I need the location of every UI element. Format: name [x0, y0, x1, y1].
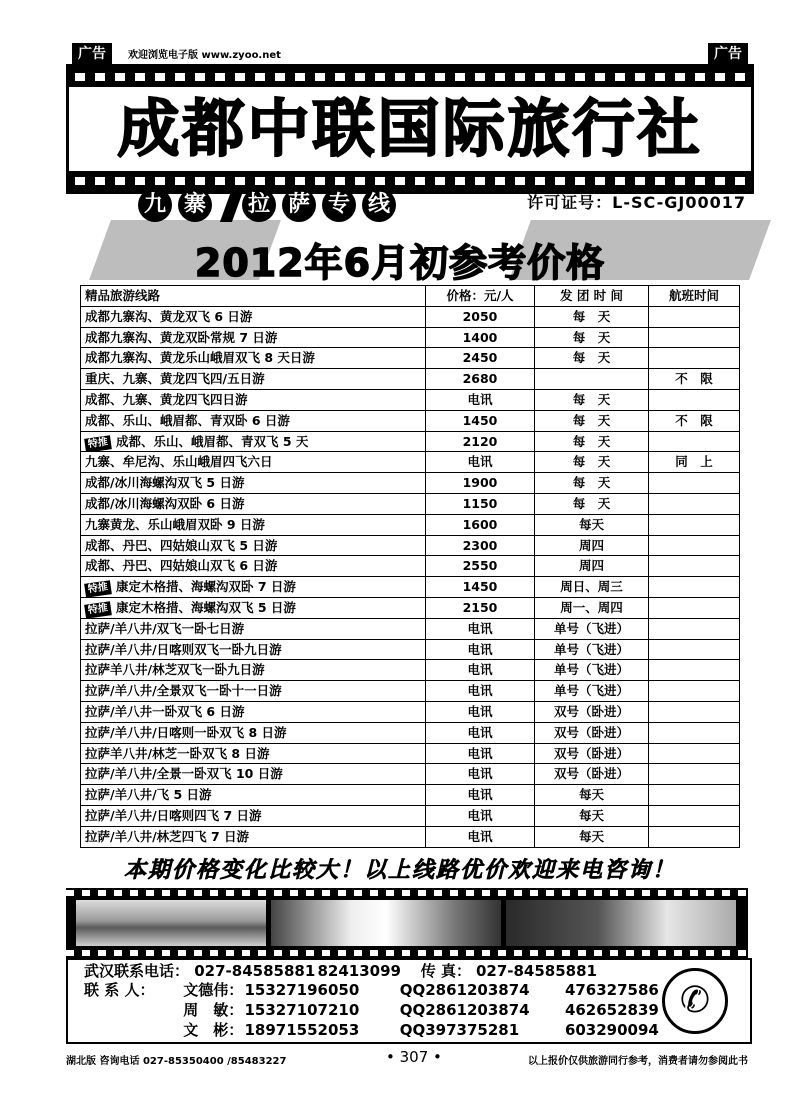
- cell-route: [81, 535, 426, 556]
- cell-route-text: 拉萨/羊八井/日喀则双飞一卧九日游: [85, 641, 282, 657]
- table-row: [81, 785, 740, 806]
- cell-departure-text: 双号（卧进）: [553, 766, 629, 782]
- cell-price: [426, 473, 535, 494]
- cell-price: [426, 577, 535, 598]
- table-row: [81, 410, 740, 431]
- cell-departure: [535, 618, 649, 639]
- cell-route-text: 成都/冰川海螺沟双飞 5 日游: [85, 475, 245, 491]
- cell-route-text: 成都九寨沟、黄龙双卧常规 7 日游: [85, 329, 278, 345]
- cell-price: [426, 701, 535, 722]
- cell-route: [81, 369, 426, 390]
- cell-departure: [535, 764, 649, 785]
- cell-price-text: 1400: [462, 329, 498, 345]
- company-name: 成都中联国际旅行社: [117, 92, 703, 165]
- cell-flight: [649, 826, 740, 847]
- cell-departure: [535, 805, 649, 826]
- cell-route-text: 拉萨羊八井/林芝一卧双飞 8 日游: [85, 745, 270, 761]
- person-qq-2: 476327586: [564, 981, 659, 999]
- cell-flight: [649, 514, 740, 535]
- cell-price-text: 1900: [462, 475, 498, 491]
- cell-price: [426, 369, 535, 390]
- cell-price-text: 电讯: [467, 620, 493, 636]
- cell-price: [426, 764, 535, 785]
- cell-route-text: 拉萨/羊八井/日喀则一卧双飞 8 日游: [85, 724, 287, 740]
- cell-departure-text: 周日、周三: [560, 579, 623, 595]
- cell-flight: [649, 410, 740, 431]
- cell-price: [426, 556, 535, 577]
- cell-departure: [535, 431, 649, 452]
- cell-departure: [535, 369, 649, 390]
- cell-route-text: 成都、乐山、峨眉都、青双卧 6 日游: [85, 412, 290, 428]
- cell-departure: [535, 597, 649, 618]
- cell-flight: [649, 743, 740, 764]
- person-qq: QQ2861203874: [399, 981, 530, 999]
- route-char: 萨: [282, 188, 316, 222]
- contact-box: [66, 958, 752, 1044]
- cell-flight: [649, 577, 740, 598]
- cell-route-text: 重庆、九寨、黄龙四飞四/五日游: [85, 371, 265, 387]
- cell-flight: [649, 327, 740, 348]
- cell-departure-text: 每 天: [572, 329, 611, 345]
- cell-departure-text: 每天: [578, 807, 604, 823]
- cell-departure: [535, 785, 649, 806]
- cell-route-text: 拉萨/羊八井/飞 5 日游: [85, 787, 212, 803]
- cell-route: [81, 597, 426, 618]
- table-row: [81, 348, 740, 369]
- table-row: [81, 556, 740, 577]
- cell-departure-text: 每天: [578, 516, 604, 532]
- cell-price: [426, 452, 535, 473]
- cell-price-text: 电讯: [467, 787, 493, 803]
- cell-price-text: 电讯: [467, 766, 493, 782]
- cell-price-text: 电讯: [467, 807, 493, 823]
- cell-price-text: 2550: [462, 558, 498, 574]
- cell-route: [81, 514, 426, 535]
- cell-departure-text: 每 天: [572, 495, 611, 511]
- cell-route: [81, 327, 426, 348]
- wuhan-label: 武汉联系电话：: [84, 962, 190, 980]
- cell-route: [81, 826, 426, 847]
- cell-price-text: 2450: [462, 350, 498, 366]
- cell-price: [426, 348, 535, 369]
- cell-departure-text: 单号（飞进）: [553, 641, 629, 657]
- route-char: 寨: [178, 188, 212, 222]
- cell-departure: [535, 327, 649, 348]
- cell-price-text: 电讯: [467, 641, 493, 657]
- special-badge: 特推: [84, 601, 112, 618]
- route-line-title: [138, 188, 396, 224]
- cell-route-text: 拉萨/羊八井/全景双飞一卧十一日游: [85, 683, 282, 699]
- contact-line-person: [84, 979, 657, 1001]
- cell-departure-text: 每 天: [572, 475, 611, 491]
- cell-departure-text: 单号（飞进）: [553, 620, 629, 636]
- table-row: [81, 577, 740, 598]
- cell-route-text: 成都九寨沟、黄龙双飞 6 日游: [85, 308, 253, 324]
- cell-route: [81, 660, 426, 681]
- photo-strip: [66, 888, 748, 958]
- cell-departure-text: 双号（卧进）: [553, 745, 629, 761]
- cell-price-text: 电讯: [467, 703, 493, 719]
- cell-price-text: 2120: [462, 433, 498, 449]
- special-badge: 特推: [84, 580, 112, 597]
- cell-route: [81, 805, 426, 826]
- cell-flight-text: 同 上: [675, 454, 713, 470]
- table-row: [81, 514, 740, 535]
- cell-price-text: 电讯: [467, 662, 493, 678]
- cell-flight: [649, 597, 740, 618]
- person-qq-2: 603290094: [564, 1021, 659, 1039]
- cell-departure: [535, 722, 649, 743]
- cell-departure: [535, 577, 649, 598]
- cell-departure-text: 每 天: [572, 308, 611, 324]
- cell-price: [426, 681, 535, 702]
- cell-price-text: 1600: [462, 516, 498, 532]
- cell-departure: [535, 701, 649, 722]
- scenery-photo-falls: [506, 900, 736, 946]
- cell-flight: [649, 556, 740, 577]
- cell-route: [81, 577, 426, 598]
- cell-departure-text: 每天: [578, 828, 604, 844]
- table-row: [81, 493, 740, 514]
- cell-route: [81, 556, 426, 577]
- route-char: 专: [322, 188, 356, 222]
- cell-departure-text: 周四: [578, 537, 604, 553]
- person-label: 联 系 人：: [84, 981, 155, 999]
- cell-departure-text: 每 天: [572, 454, 611, 470]
- cell-route: [81, 389, 426, 410]
- cell-departure: [535, 410, 649, 431]
- table-row: [81, 618, 740, 639]
- cell-departure: [535, 660, 649, 681]
- cell-route-text: 拉萨羊八井/林芝双飞一卧九日游: [85, 662, 265, 678]
- cell-price: [426, 389, 535, 410]
- table-row: [81, 639, 740, 660]
- header-flight: 航班时间: [649, 286, 740, 307]
- cell-departure: [535, 514, 649, 535]
- cell-flight: [649, 681, 740, 702]
- cell-departure: [535, 556, 649, 577]
- cell-route-text: 成都、九寨、黄龙四飞四日游: [85, 391, 248, 407]
- table-row: [81, 597, 740, 618]
- route-char: 线: [362, 188, 396, 222]
- cell-departure: [535, 535, 649, 556]
- table-row: [81, 431, 740, 452]
- cell-departure-text: 单号（飞进）: [553, 683, 629, 699]
- cell-flight: [649, 369, 740, 390]
- slogan: 本期价格变化比较大！以上线路优价欢迎来电咨询！: [123, 858, 676, 883]
- table-row: [81, 701, 740, 722]
- cell-flight: [649, 805, 740, 826]
- cell-departure: [535, 639, 649, 660]
- cell-departure: [535, 826, 649, 847]
- cell-price: [426, 535, 535, 556]
- cell-route: [81, 743, 426, 764]
- cell-departure: [535, 493, 649, 514]
- cell-price-text: 电讯: [467, 391, 493, 407]
- cell-departure: [535, 389, 649, 410]
- cell-route: [81, 348, 426, 369]
- table-row: [81, 805, 740, 826]
- cell-departure: [535, 473, 649, 494]
- cell-price: [426, 597, 535, 618]
- cell-price-text: 2300: [462, 537, 498, 553]
- ad-tag-right: 广告: [708, 43, 748, 65]
- person-name: 文德伟：: [183, 981, 244, 999]
- person-qq: QQ2861203874: [399, 1001, 530, 1019]
- cell-flight: [649, 701, 740, 722]
- table-row: [81, 764, 740, 785]
- cell-price: [426, 514, 535, 535]
- cell-departure: [535, 743, 649, 764]
- table-row: [81, 369, 740, 390]
- cell-price-text: 2050: [462, 308, 498, 324]
- table-row: [81, 826, 740, 847]
- cell-flight: [649, 389, 740, 410]
- cell-route-text: 拉萨/羊八井/全景一卧双飞 10 日游: [85, 766, 283, 782]
- cell-price-text: 电讯: [467, 828, 493, 844]
- cell-price-text: 电讯: [467, 683, 493, 699]
- header-price: 价格：元/人: [426, 286, 535, 307]
- cell-route-text: 成都/冰川海螺沟双卧 6 日游: [85, 495, 245, 511]
- cell-route-text: 九寨黄龙、乐山峨眉双卧 9 日游: [85, 516, 265, 532]
- cell-price: [426, 722, 535, 743]
- table-row: [81, 681, 740, 702]
- person-name: 周 敏：: [183, 1001, 244, 1019]
- cell-departure: [535, 452, 649, 473]
- cell-route-text: 康定木格措、海螺沟双飞 5 日游: [116, 599, 296, 615]
- cell-flight: [649, 785, 740, 806]
- cell-flight: [649, 306, 740, 327]
- cell-price: [426, 826, 535, 847]
- cell-flight: [649, 493, 740, 514]
- table-row: [81, 327, 740, 348]
- cell-flight: [649, 431, 740, 452]
- cell-departure-text: 每 天: [572, 350, 611, 366]
- cell-route-text: 拉萨/羊八井/日喀则四飞 7 日游: [85, 807, 262, 823]
- cell-departure-text: 周一、周四: [560, 599, 623, 615]
- license-number: 许可证号：L-SC-GJ00017: [527, 193, 746, 212]
- person-phone: 15327107210: [244, 1001, 360, 1019]
- telephone-icon: ✆: [662, 968, 728, 1034]
- cell-price-text: 2680: [462, 371, 498, 387]
- scenery-photo-waterfall: [271, 900, 501, 946]
- cell-route-text: 九寨、牟尼沟、乐山峨眉四飞六日: [85, 454, 273, 470]
- contact-line-person: [84, 1019, 657, 1041]
- cell-flight: [649, 452, 740, 473]
- site-text: 欢迎浏览电子版 www.zyoo.net: [128, 50, 281, 61]
- cell-flight: [649, 473, 740, 494]
- cell-price-text: 1150: [462, 495, 498, 511]
- cell-flight: [649, 660, 740, 681]
- contact-line-person: [84, 999, 657, 1021]
- cell-route: [81, 639, 426, 660]
- cell-route: [81, 452, 426, 473]
- cell-flight: [649, 722, 740, 743]
- cell-flight: [649, 764, 740, 785]
- cell-departure-text: 每 天: [572, 412, 611, 428]
- cell-route: [81, 473, 426, 494]
- route-char: 拉: [242, 188, 276, 222]
- cell-route: [81, 785, 426, 806]
- cell-route: [81, 722, 426, 743]
- cell-route-text: 成都、丹巴、四姑娘山双飞 6 日游: [85, 558, 278, 574]
- cell-route-text: 康定木格措、海螺沟双卧 7 日游: [116, 579, 296, 595]
- table-row: [81, 660, 740, 681]
- person-name: 文 彬：: [183, 1021, 244, 1039]
- cell-flight: [649, 639, 740, 660]
- fax-label: 传 真：: [420, 962, 471, 980]
- cell-route-text: 成都九寨沟、黄龙乐山峨眉双飞 8 天日游: [85, 350, 315, 366]
- table-row: [81, 722, 740, 743]
- route-char: 九: [138, 188, 172, 222]
- fax-number: 027-84585881: [475, 962, 597, 980]
- header-route: 精品旅游线路: [81, 286, 426, 307]
- cell-departure: [535, 681, 649, 702]
- cell-route-text: 成都、乐山、峨眉都、青双飞 5 天: [116, 433, 309, 449]
- cell-price: [426, 785, 535, 806]
- cell-price: [426, 493, 535, 514]
- cell-route: [81, 618, 426, 639]
- cell-route: [81, 701, 426, 722]
- table-row: [81, 743, 740, 764]
- cell-route-text: 拉萨/羊八井/双飞一卧七日游: [85, 620, 245, 636]
- cell-route: [81, 681, 426, 702]
- cell-price: [426, 618, 535, 639]
- cell-flight: [649, 618, 740, 639]
- page-number: • 307 •: [386, 1048, 442, 1066]
- film-strip-top: [69, 67, 751, 87]
- cell-price: [426, 306, 535, 327]
- table-header-row: [81, 286, 740, 307]
- scenery-photo-lake: [76, 900, 266, 946]
- footer-left: 湖北版 咨询电话 027-85350400 /85483227: [66, 1056, 287, 1067]
- cell-route-text: 成都、丹巴、四姑娘山双飞 5 日游: [85, 537, 278, 553]
- cell-price-text: 1450: [462, 412, 498, 428]
- cell-price: [426, 327, 535, 348]
- cell-price-text: 2150: [462, 599, 498, 615]
- cell-departure-text: 双号（卧进）: [553, 724, 629, 740]
- cell-departure-text: 每 天: [572, 391, 611, 407]
- price-table: [80, 285, 740, 848]
- cell-route: [81, 431, 426, 452]
- cell-price: [426, 743, 535, 764]
- cell-price: [426, 639, 535, 660]
- cell-departure-text: 单号（飞进）: [553, 662, 629, 678]
- cell-flight-text: 不 限: [675, 371, 713, 387]
- cell-departure-text: 每 天: [572, 433, 611, 449]
- cell-price: [426, 805, 535, 826]
- cell-departure: [535, 348, 649, 369]
- ad-tag-left: 广告: [72, 43, 112, 65]
- header-departure: 发 团 时 间: [535, 286, 649, 307]
- cell-flight: [649, 535, 740, 556]
- header-banner: [66, 64, 754, 194]
- wuhan-phone: 027-84585881: [194, 962, 316, 980]
- wuhan-phone-2: 82413099: [317, 962, 401, 980]
- cell-flight: [649, 348, 740, 369]
- cell-flight-text: 不 限: [675, 412, 713, 428]
- person-phone: 15327196050: [244, 981, 360, 999]
- table-row: [81, 452, 740, 473]
- cell-price-text: 1450: [462, 579, 498, 595]
- cell-price: [426, 660, 535, 681]
- cell-route-text: 拉萨/羊八井一卧双飞 6 日游: [85, 703, 245, 719]
- person-phone: 18971552053: [244, 1021, 360, 1039]
- cell-departure-text: 每天: [578, 787, 604, 803]
- cell-route: [81, 764, 426, 785]
- table-row: [81, 535, 740, 556]
- person-qq-2: 462652839: [564, 1001, 659, 1019]
- cell-price: [426, 410, 535, 431]
- cell-price-text: 电讯: [467, 724, 493, 740]
- price-title: 2012年6月初参考价格: [194, 241, 606, 285]
- person-qq: QQ397375281: [399, 1021, 520, 1039]
- cell-route-text: 拉萨/羊八井/林芝四飞 7 日游: [85, 828, 250, 844]
- cell-price: [426, 431, 535, 452]
- cell-route: [81, 493, 426, 514]
- table-row: [81, 389, 740, 410]
- table-row: [81, 473, 740, 494]
- cell-route: [81, 410, 426, 431]
- cell-price-text: 电讯: [467, 454, 493, 470]
- cell-departure: [535, 306, 649, 327]
- special-badge: 特推: [84, 435, 112, 452]
- cell-departure-text: 双号（卧进）: [553, 703, 629, 719]
- footer-right: 以上报价仅供旅游同行参考，消费者请勿参阅此书: [528, 1056, 748, 1067]
- table-row: [81, 306, 740, 327]
- cell-price-text: 电讯: [467, 745, 493, 761]
- cell-route: [81, 306, 426, 327]
- cell-departure-text: 周四: [578, 558, 604, 574]
